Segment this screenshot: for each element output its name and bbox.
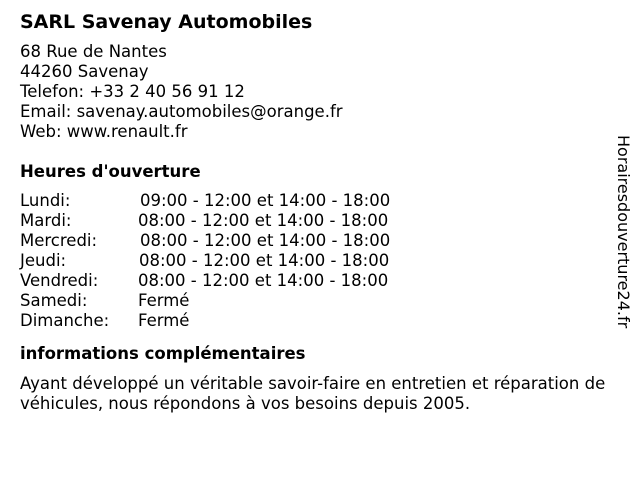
hours-row-wednesday [20, 231, 620, 251]
hours-row-saturday [20, 291, 620, 311]
hours-value: 08:00 - 12:00 et 14:00 - 18:00 [140, 231, 391, 250]
email-address: Email: savenay.automobiles@orange.fr [20, 102, 343, 121]
hours-row-monday [20, 191, 620, 211]
hours-day: Lundi: [20, 191, 71, 210]
hours-value: Fermé [138, 311, 190, 330]
opening-hours-heading: Heures d'ouverture [20, 162, 201, 181]
hours-value: Fermé [138, 291, 190, 310]
website: Web: www.renault.fr [20, 122, 188, 141]
hours-row-thursday [20, 251, 620, 271]
address-street: 68 Rue de Nantes [20, 42, 167, 61]
hours-day: Samedi: [20, 291, 88, 310]
hours-value: 08:00 - 12:00 et 14:00 - 18:00 [139, 251, 390, 270]
hours-day: Vendredi: [20, 271, 99, 290]
hours-value: 08:00 - 12:00 et 14:00 - 18:00 [138, 271, 389, 290]
site-watermark: Horairesdouverture24.fr [614, 135, 633, 329]
business-listing [20, 10, 620, 414]
address-city: 44260 Savenay [20, 62, 149, 81]
opening-hours-table [20, 191, 620, 331]
hours-row-sunday [20, 311, 620, 331]
hours-row-friday [20, 271, 620, 291]
hours-row-tuesday [20, 211, 620, 231]
hours-value: 09:00 - 12:00 et 14:00 - 18:00 [140, 191, 391, 210]
additional-info-text: Ayant développé un véritable savoir-faire en entretien et réparation de véhicules, nous répondons à vos besoins depuis 2005. [20, 374, 606, 413]
phone-number: Telefon: +33 2 40 56 91 12 [20, 82, 245, 101]
business-name: SARL Savenay Automobiles [20, 11, 313, 33]
hours-day: Dimanche: [20, 311, 110, 330]
hours-day: Mercredi: [20, 231, 98, 250]
hours-value: 08:00 - 12:00 et 14:00 - 18:00 [138, 211, 389, 230]
additional-info-heading: informations complémentaires [20, 344, 306, 363]
hours-day: Jeudi: [20, 251, 67, 270]
hours-day: Mardi: [20, 211, 72, 230]
